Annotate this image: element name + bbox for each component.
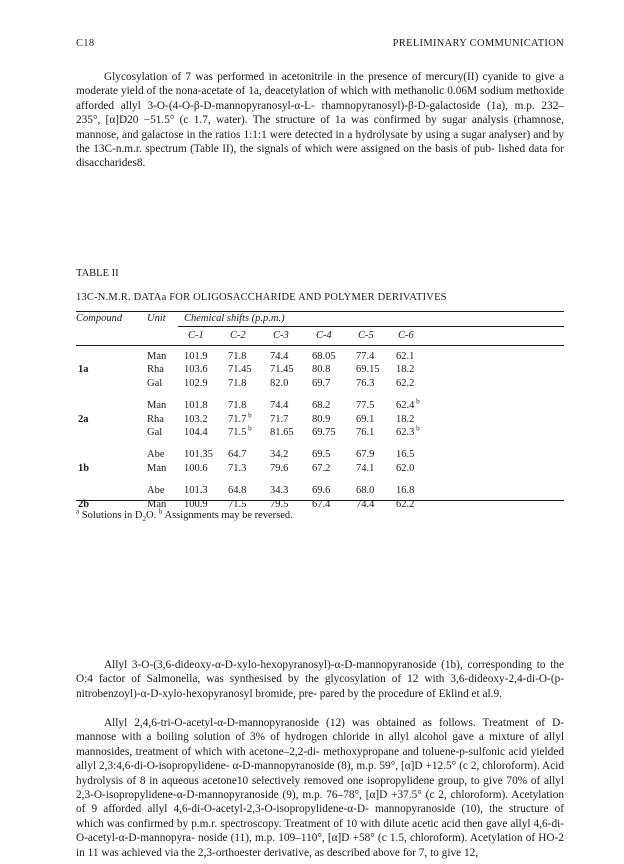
shift-cell: 76.1 — [356, 427, 375, 438]
table-footnote: $^a$ Solutions in $D_2O$. $^b$ Assignments may be reversed. — [76, 507, 293, 524]
shift-cell: 71.45 — [270, 364, 294, 376]
text-line: cyanide to give a moderate yield of the nona-acetate of 1a, deacetylation of which with — [76, 71, 564, 98]
unit-cell: Man — [147, 351, 167, 362]
shift-cell: 71.7 — [270, 413, 289, 425]
shift-cell: 101.9 — [184, 351, 208, 362]
text-line: pared by the procedure of Eklind et al.9. — [319, 687, 502, 700]
table-rule-header — [76, 345, 564, 346]
shift-cell: 74.4 — [270, 400, 289, 412]
shift-cell: 103.6 — [184, 364, 208, 376]
shift-cell: 71.5 $^b$ — [228, 424, 252, 438]
shift-cell: 62.3 $^b$ — [396, 424, 420, 438]
text-line: Glycosylation of 7 was performed in acetonitrile in the presence of mercury(II) — [104, 71, 479, 83]
shift-cell: 80.8 — [312, 364, 331, 376]
shift-cell: 100.6 — [184, 462, 208, 474]
column-header-c4: C-4 — [316, 330, 332, 341]
column-header-chemical-shifts: Chemical shifts (p.p.m.) — [184, 313, 285, 324]
text-line: mannopyranoside (10), the structure of which was confirmed by p.m.r. spectroscopy. — [76, 803, 564, 830]
unit-cell: Gal — [147, 427, 163, 438]
shift-cell: 71.3 — [228, 462, 247, 474]
table-label: TABLE II — [76, 268, 119, 279]
text-line: 13C-n.m.r. spectrum (Table II), the signals of which were assigned on the basis of pub- — [93, 143, 495, 156]
text-line: in the ratios 1:1:1 were detected in a hydrolysate by using a sugar analyser) and by the — [76, 128, 565, 156]
paragraph-abequose — [76, 658, 564, 701]
text-line: α-D-mannopyranoside (8), m.p. 59°, [α]D +12.5° (c 2, chloroform). Acid hydrolysis of — [76, 760, 565, 787]
text-line: chloroform). Acetylation of 9 afforded allyl 4,6-di-O-acetyl-2,3-O-isopropylidene-α-D- — [76, 789, 564, 816]
shift-cell: 68.0 — [356, 485, 375, 497]
shift-cell: 18.2 — [396, 364, 415, 376]
column-header-c2: C-2 — [230, 330, 246, 341]
text-line: Treatment of D-mannose with a boiling solution of 3% of hydrogen chloride in allyl — [76, 717, 565, 744]
column-header-c1: C-1 — [188, 330, 204, 341]
column-header-c5: C-5 — [358, 330, 374, 341]
unit-cell: Gal — [147, 377, 163, 389]
table-caption: 13C-N.M.R. DATAa FOR OLIGOSACCHARIDE AND POLYMER DERIVATIVES — [76, 292, 447, 303]
column-header-c3: C-3 — [273, 330, 289, 341]
column-header-c6: C-6 — [398, 330, 414, 341]
unit-cell: Abe — [147, 485, 165, 497]
column-header-unit: Unit — [147, 313, 166, 324]
shift-cell: 101.3 — [184, 485, 208, 497]
shift-cell: 34.3 — [270, 485, 289, 497]
text-line: corresponding to the O:4 factor of Salmonella, was synthesised by the glycosylation of — [76, 659, 565, 686]
shift-cell: 67.4 — [312, 498, 331, 510]
shift-cell: 77.4 — [356, 351, 375, 362]
unit-cell: Man — [147, 400, 167, 412]
shift-cell: 68.2 — [312, 400, 331, 412]
text-line: 12 with 3,6-dideoxy-2,4-di-O-(p-nitrobenzoyl)-α-D-xylo-hexopyranosyl bromide, pre- — [76, 673, 564, 700]
text-line: allyl 2,3-O-isopropylidene-α-D-mannopyranoside (9), m.p. 76–78°, [α]D +37.5° (c 2, — [76, 774, 565, 802]
compound-label-2a: 2a — [78, 413, 89, 425]
shift-cell: 69.15 — [356, 364, 380, 376]
text-line: methoxypropane and toluene-p-sulfonic acid yielded allyl 2,3:4,6-di-O-isopropylidene- — [76, 745, 564, 773]
shift-cell: 68.05 — [312, 351, 336, 362]
shift-cell: 79.5 — [270, 498, 289, 510]
shift-cell: 104.4 — [184, 427, 208, 438]
text-line: methanolic 0.06M sodium methoxide afforded allyl 3-O-(4-O-β-D-mannopyranosyl-α-L- — [76, 85, 565, 112]
shift-cell: 80.9 — [312, 413, 331, 425]
shift-cell: 71.5 — [228, 498, 247, 510]
text-line: Treatment of 10 with dilute acetic acid then gave allyl 4,6-di-O-acetyl-α-D-mannopyra- — [76, 817, 564, 845]
shift-cell: 69.1 — [356, 413, 375, 425]
shift-cell: 62.2 — [396, 498, 415, 510]
text-line: The structure of 1a was confirmed by sugar analysis (rhamnose, mannose, and galactose — [76, 114, 564, 141]
shift-cell: 62.4 $^b$ — [396, 397, 420, 412]
shift-cell: 74.4 — [270, 351, 289, 362]
shift-cell: 102.9 — [184, 377, 208, 389]
text-line: 8 in aqueous acetone10 selectively removed one isopropylidene group, to give 70% of — [139, 774, 541, 787]
text-line: rhamnopyranosyl)-β-D-galactoside (1a), m.p. 232–235°, [α]D20 −51.5° (c 1.7, water). — [76, 99, 564, 127]
unit-cell: Rha — [147, 364, 164, 376]
unit-cell: Abe — [147, 449, 165, 461]
text-line: was achieved via the 2,3-orthoester derivative, as described above for 7, to give 12, — [101, 846, 479, 859]
shift-cell: 71.8 — [228, 351, 247, 362]
page-number: C18 — [76, 38, 95, 49]
shift-cell: 67.9 — [356, 449, 375, 461]
shift-cell: 74.4 — [356, 498, 375, 510]
shift-cell: 71.45 — [228, 364, 252, 376]
shift-cell: 100.9 — [184, 498, 208, 510]
compound-label-2b: 2b — [78, 498, 90, 510]
shift-cell: 69.75 — [312, 427, 336, 438]
shift-cell: 81.65 — [270, 427, 294, 438]
shift-cell: 76.3 — [356, 377, 375, 389]
shift-cell: 79.6 — [270, 462, 289, 474]
unit-cell: Rha — [147, 413, 164, 425]
text-line: alcohol gave a mixture of allyl mannosides, treatment of which with acetone–2,2-di- — [76, 731, 565, 758]
shift-cell: 103.2 — [184, 413, 208, 425]
shift-cell: 69.7 — [312, 377, 331, 389]
shift-cell: 67.2 — [312, 462, 331, 474]
running-title: PRELIMINARY COMMUNICATION — [392, 38, 564, 49]
shift-cell: 16.8 — [396, 485, 415, 497]
shift-cell: 62.2 — [396, 377, 415, 389]
unit-cell: Man — [147, 498, 167, 510]
shift-cell: 64.7 — [228, 449, 247, 461]
shift-cell: 16.5 — [396, 449, 415, 461]
shift-cell: 62.1 — [396, 351, 415, 362]
unit-cell: Man — [147, 462, 167, 474]
shift-cell: 101.8 — [184, 400, 208, 412]
shift-cell: 71.8 — [228, 377, 247, 389]
shift-cell: 64.8 — [228, 485, 247, 497]
table-rule-top — [76, 311, 564, 312]
text-line: lished data for disaccharides8. — [76, 143, 564, 170]
shift-cell: 71.7 $^b$ — [228, 411, 252, 425]
compound-label-1a: 1a — [78, 364, 89, 376]
column-header-compound: Compound — [76, 313, 123, 324]
compound-label-1b: 1b — [78, 462, 90, 474]
shift-cell: 62.0 — [396, 462, 415, 474]
shift-cell: 34.2 — [270, 449, 289, 461]
shift-cell: 18.2 — [396, 413, 415, 425]
shift-cell: 69.5 — [312, 449, 331, 461]
paragraph-glycosylation — [76, 70, 564, 171]
shift-cell: 71.8 — [228, 400, 247, 412]
table-rule-shifts — [178, 326, 564, 327]
paragraph-mannoside-synthesis — [76, 716, 564, 860]
text-line: Allyl 3-O-(3,6-dideoxy-α-D-xylo-hexopyranosyl)-α-D-mannopyranoside (1b), — [104, 659, 463, 671]
text-line: noside (11), m.p. 109–110°, [α]D +58° (c 1.5, chloroform). Acetylation of HO-2 in 11 — [76, 832, 564, 859]
shift-cell: 82.0 — [270, 377, 289, 389]
text-line: Allyl 2,4,6-tri-O-acetyl-α-D-mannopyranoside (12) was obtained as follows. — [104, 717, 476, 729]
shift-cell: 69.6 — [312, 485, 331, 497]
shift-cell: 77.5 — [356, 400, 375, 412]
shift-cell: 74.1 — [356, 462, 375, 474]
shift-cell: 101.35 — [184, 449, 213, 461]
